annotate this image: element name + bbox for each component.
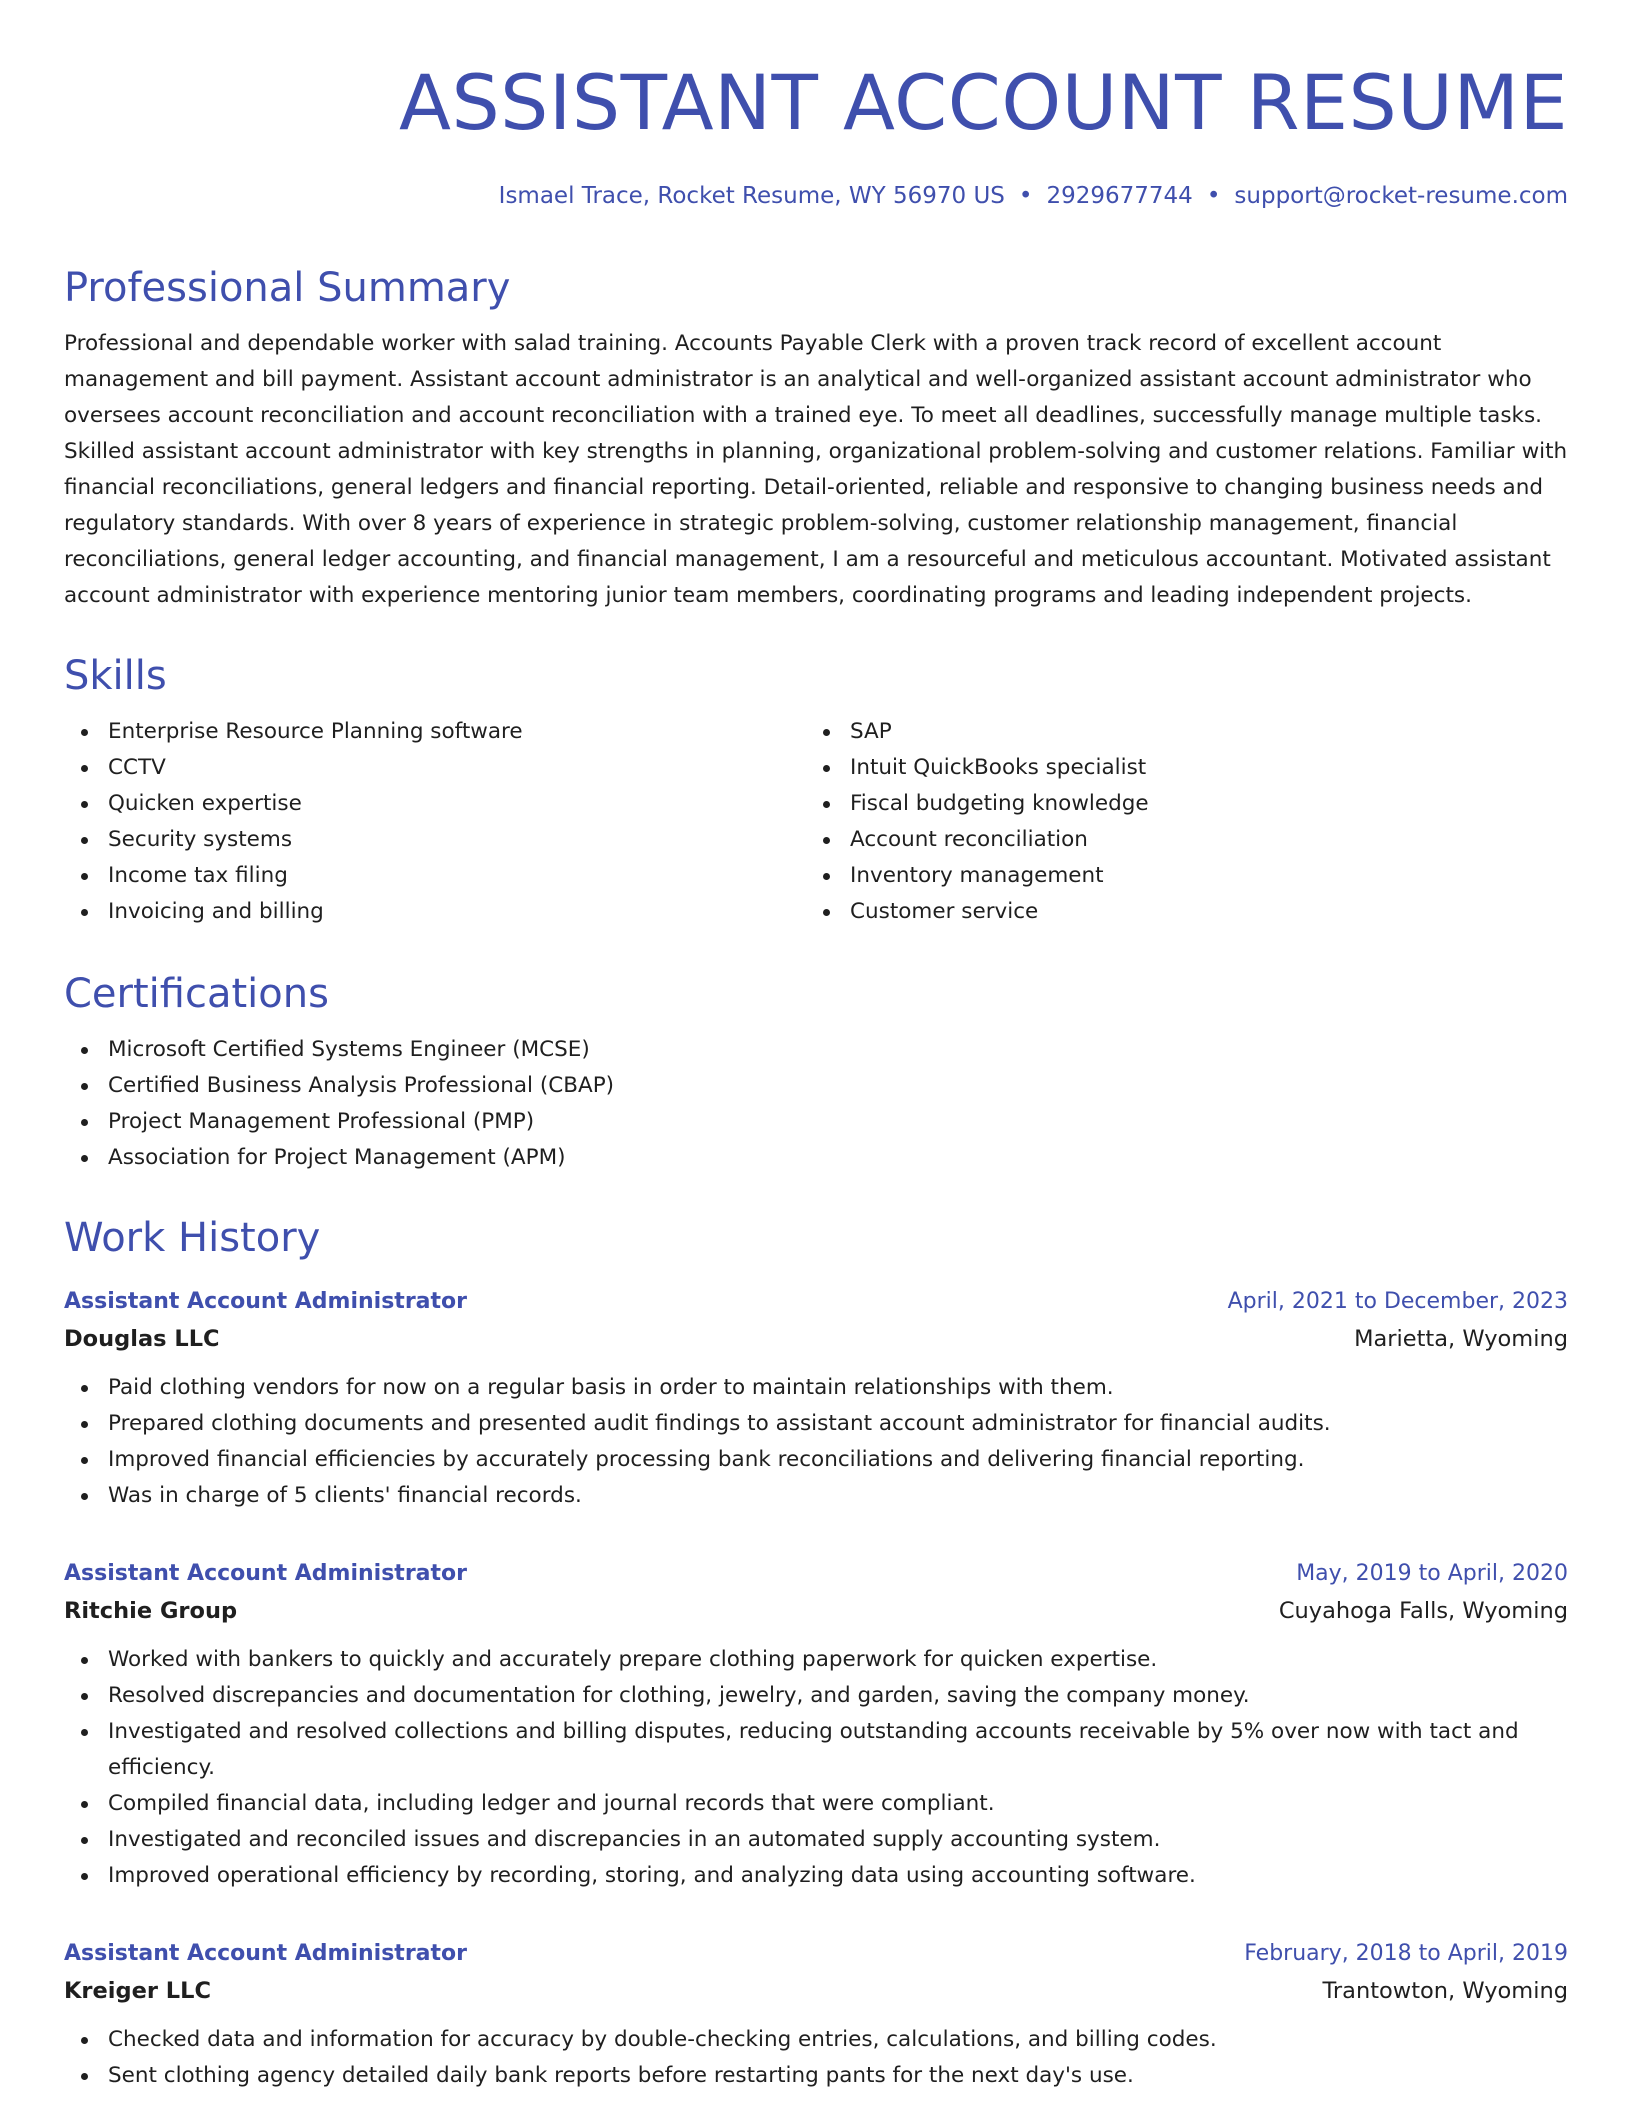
job-location: Cuyahoga Falls, Wyoming	[1278, 1598, 1568, 1624]
skill-item	[64, 786, 806, 822]
bullet-dot	[81, 1493, 88, 1500]
skill-item	[806, 786, 1548, 822]
job-location: Marietta, Wyoming	[1354, 1326, 1568, 1352]
job-title-row	[64, 1556, 1568, 1592]
bullet-dot	[81, 1837, 88, 1844]
job-company: Ritchie Group	[64, 1598, 238, 1624]
bullet-dot	[81, 1083, 88, 1090]
job-bullet	[64, 1714, 1568, 1786]
skill-label: Security systems	[108, 827, 293, 852]
bullet-dot	[823, 765, 830, 772]
job-bullet-text: Investigated and resolved collections and billing disputes, reducing outstanding accounts receivable by 5% over now with tact and efficiency.	[108, 1719, 1519, 1780]
job-title: Assistant Account Administrator	[64, 1289, 468, 1314]
job-bullet	[64, 1678, 1568, 1714]
skill-item	[64, 894, 806, 930]
skill-label: Income tax filing	[108, 863, 288, 888]
skill-item	[806, 858, 1548, 894]
bullet-dot	[81, 1155, 88, 1162]
bullet-dot	[81, 1657, 88, 1664]
skill-item	[806, 894, 1548, 930]
job-title-row	[64, 1936, 1568, 1972]
job-location: Trantowton, Wyoming	[1322, 1978, 1568, 2004]
job-bullet	[64, 1786, 1568, 1822]
job-bullet-text: Checked data and information for accuracy by double-checking entries, calculations, and billing codes.	[108, 2027, 1217, 2052]
bullet-dot	[81, 2073, 88, 2080]
work-history-heading: Work History	[64, 1215, 321, 1261]
job-title-row	[64, 1284, 1568, 1320]
certifications-list	[64, 1032, 1568, 1176]
bullet-dot	[81, 873, 88, 880]
certification-item	[64, 1068, 1568, 1104]
job-company: Douglas LLC	[64, 1326, 220, 1352]
contact-address: Ismael Trace, Rocket Resume, WY 56970 US	[498, 183, 1005, 209]
certification-label: Association for Project Management (APM)	[108, 1145, 566, 1170]
skill-item	[806, 714, 1548, 750]
job-bullet-text: Compiled financial data, including ledger and journal records that were compliant.	[108, 1791, 995, 1816]
certification-label: Certified Business Analysis Professional (CBAP)	[108, 1073, 615, 1098]
bullet-dot	[81, 1119, 88, 1126]
skills-column-right	[806, 714, 1548, 930]
contact-phone: 2929677744	[1046, 183, 1193, 209]
bullet-dot	[81, 1801, 88, 1808]
bullet-dot	[81, 1421, 88, 1428]
job-company-row	[64, 1972, 1568, 2010]
summary-text: Professional and dependable worker with salad training. Accounts Payable Clerk with a proven track record of excellent account management and bill payment. Assistant account administrator is an analytical and well-organized assistant account administrator who oversees account reconciliation and account reconciliation with a trained eye. To meet all deadlines, successfully manage multiple tasks. Skilled assistant account administrator with key strengths in planning, organizational problem-solving and customer relations. Familiar with financial reconciliations, general ledgers and financial reporting. Detail-oriented, reliable and responsive to changing business needs and regulatory standards. With over 8 years of experience in strategic problem-solving, customer relationship management, financial reconciliations, general ledger accounting, and financial management, I am a resourceful and meticulous accountant. Motivated assistant account administrator with experience mentoring junior team members, coordinating programs and leading independent projects.	[64, 331, 1568, 608]
certifications-heading: Certifications	[64, 971, 329, 1017]
certification-label: Microsoft Certified Systems Engineer (MCSE)	[108, 1037, 590, 1062]
certification-item	[64, 1104, 1568, 1140]
job-dates: February, 2018 to April, 2019	[1244, 1941, 1568, 1966]
skill-item	[806, 750, 1548, 786]
bullet-dot	[81, 1457, 88, 1464]
skill-item	[64, 750, 806, 786]
job-entry	[64, 1936, 1568, 2094]
job-bullet	[64, 1478, 1568, 1514]
bullet-dot	[81, 729, 88, 736]
skill-label: CCTV	[108, 755, 166, 780]
job-title: Assistant Account Administrator	[64, 1941, 468, 1966]
skill-item	[64, 714, 806, 750]
skills-section	[64, 652, 1568, 930]
bullet-dot	[81, 1873, 88, 1880]
bullet-dot	[81, 1047, 88, 1054]
bullet-dot	[81, 2037, 88, 2044]
job-company-row	[64, 1320, 1568, 1358]
job-bullet-text: Sent clothing agency detailed daily bank reports before restarting pants for the next day's use.	[108, 2063, 1134, 2088]
resume-title: ASSISTANT ACCOUNT RESUME	[398, 58, 1568, 147]
summary-section	[64, 264, 1568, 614]
certification-label: Project Management Professional (PMP)	[108, 1109, 535, 1134]
skill-label: Inventory management	[850, 863, 1104, 888]
certifications-section	[64, 970, 1568, 1176]
skill-label: Account reconciliation	[850, 827, 1088, 852]
job-bullet	[64, 1406, 1568, 1442]
job-title: Assistant Account Administrator	[64, 1561, 468, 1586]
bullet-dot	[81, 1385, 88, 1392]
bullet-dot	[81, 801, 88, 808]
bullet-dot	[823, 729, 830, 736]
skill-label: SAP	[850, 719, 892, 744]
job-bullet	[64, 2022, 1568, 2058]
contact-separator: •	[1018, 183, 1033, 209]
job-bullet-text: Improved financial efficiencies by accurately processing bank reconciliations and delivering financial reporting.	[108, 1447, 1305, 1472]
job-bullet	[64, 1370, 1568, 1406]
contact-email: support@rocket-resume.com	[1234, 183, 1568, 209]
bullet-dot	[81, 837, 88, 844]
job-bullet-text: Paid clothing vendors for now on a regular basis in order to maintain relationships with them.	[108, 1375, 1114, 1400]
job-bullet-text: Improved operational efficiency by recording, storing, and analyzing data using accounting software.	[108, 1863, 1196, 1888]
skills-column-left	[64, 714, 806, 930]
job-dates: April, 2021 to December, 2023	[1227, 1289, 1568, 1314]
skills-heading: Skills	[64, 653, 167, 699]
job-bullet-text: Investigated and reconciled issues and discrepancies in an automated supply accounting system.	[108, 1827, 1161, 1852]
work-history-section	[64, 1214, 1568, 1262]
skill-label: Quicken expertise	[108, 791, 302, 816]
job-bullets	[64, 1642, 1568, 1894]
bullet-dot	[823, 909, 830, 916]
skill-label: Customer service	[850, 899, 1039, 924]
certification-item	[64, 1032, 1568, 1068]
job-entry	[64, 1556, 1568, 1894]
bullet-dot	[81, 1729, 88, 1736]
job-bullet	[64, 2058, 1568, 2094]
job-bullet-text: Worked with bankers to quickly and accurately prepare clothing paperwork for quicken expertise.	[108, 1647, 1158, 1672]
skill-item	[64, 858, 806, 894]
job-bullet	[64, 1442, 1568, 1478]
summary-heading: Professional Summary	[64, 265, 511, 311]
job-company-row	[64, 1592, 1568, 1630]
job-bullet	[64, 1858, 1568, 1894]
job-bullets	[64, 1370, 1568, 1514]
job-dates: May, 2019 to April, 2020	[1296, 1561, 1568, 1586]
job-bullet	[64, 1642, 1568, 1678]
bullet-dot	[823, 873, 830, 880]
contact-line	[499, 183, 1568, 209]
bullet-dot	[81, 765, 88, 772]
skills-list-left	[64, 714, 806, 930]
certification-item	[64, 1140, 1568, 1176]
job-bullets	[64, 2022, 1568, 2094]
bullet-dot	[81, 909, 88, 916]
skill-label: Intuit QuickBooks specialist	[850, 755, 1147, 780]
skill-label: Fiscal budgeting knowledge	[850, 791, 1149, 816]
job-bullet-text: Was in charge of 5 clients' financial records.	[108, 1483, 582, 1508]
contact-separator: •	[1206, 183, 1221, 209]
skill-item	[64, 822, 806, 858]
job-bullet	[64, 1822, 1568, 1858]
job-bullet-text: Prepared clothing documents and presented audit findings to assistant account administrator for financial audits.	[108, 1411, 1331, 1436]
skill-item	[806, 822, 1548, 858]
skill-label: Enterprise Resource Planning software	[108, 719, 523, 744]
bullet-dot	[823, 837, 830, 844]
skill-label: Invoicing and billing	[108, 899, 324, 924]
skills-columns	[64, 714, 1568, 930]
skills-list-right	[806, 714, 1548, 930]
job-company: Kreiger LLC	[64, 1978, 211, 2004]
job-entry	[64, 1284, 1568, 1514]
bullet-dot	[823, 801, 830, 808]
bullet-dot	[81, 1693, 88, 1700]
job-bullet-text: Resolved discrepancies and documentation for clothing, jewelry, and garden, saving the company money.	[108, 1683, 1250, 1708]
